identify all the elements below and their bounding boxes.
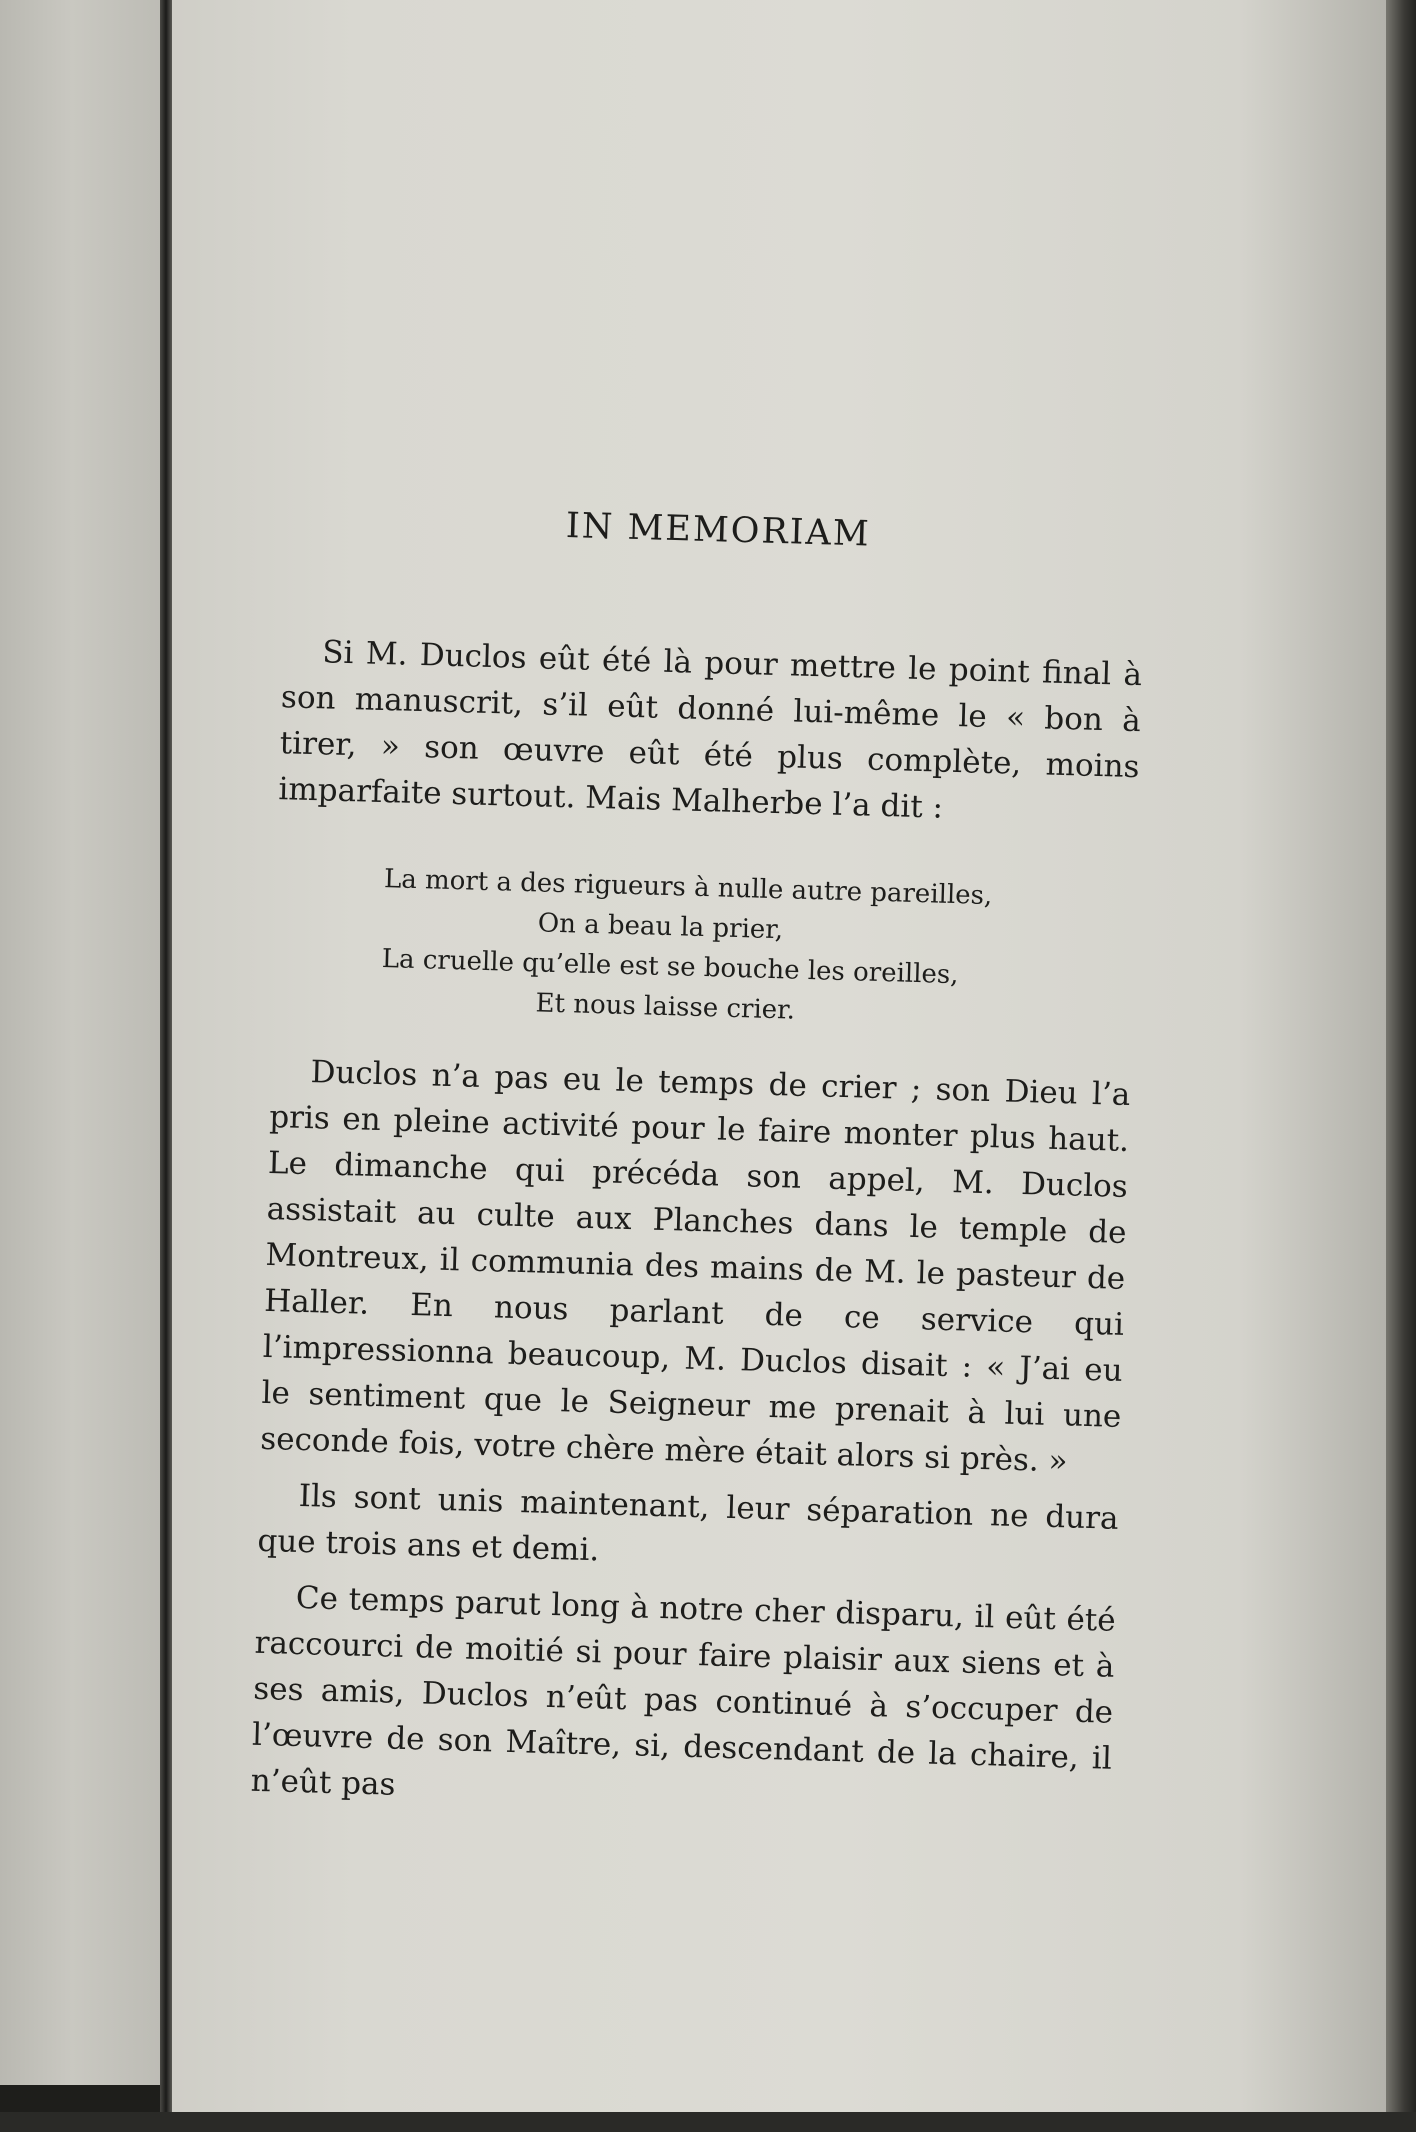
verse-line: La mort a des rigueurs à nulle autre pareilles, <box>383 864 993 912</box>
page-title: IN MEMORIAM <box>565 506 872 555</box>
paragraph-indent <box>270 1081 310 1082</box>
body-text <box>250 1048 1131 1828</box>
verse-line: La cruelle qu’elle est se bouche les oreilles, <box>381 944 959 991</box>
verse-line: Et nous laisse crier. <box>535 988 796 1026</box>
verse-line: On a beau la prier, <box>537 908 784 946</box>
paragraph-intro-text: Si M. Duclos eût été là pour mettre le point final à son manuscrit, s’il eût donné lui-même le « bon à tirer, » son œuvre eût été plus complète, moins imparfaite surtout. Mais Malherbe l’a dit : <box>278 634 1143 826</box>
paragraph-indent <box>256 1607 296 1608</box>
verse-quotation <box>380 859 993 1036</box>
paragraph-indent <box>259 1505 299 1506</box>
paragraph-duclos <box>260 1048 1131 1486</box>
paragraph-indent <box>282 661 322 662</box>
paragraph-unis-text: Ils sont unis maintenant, leur séparation ne dura que trois ans et demi. <box>257 1477 1119 1569</box>
paragraph-intro <box>278 628 1143 836</box>
paragraph-temps <box>250 1574 1116 1828</box>
paragraph-temps-text: Ce temps parut long à notre cher disparu, il eût été raccourci de moitié si pour faire plaisir aux siens et à ses amis, Duclos n’eût pas continué à s’occuper de l’œuvre de son Maître, si, descendant de la chaire, il n’eût pas <box>250 1579 1117 1803</box>
paragraph-unis <box>257 1472 1119 1588</box>
paragraph-duclos-text: Duclos n’a pas eu le temps de crier ; son Dieu l’a pris en pleine activité pour le faire monter plus haut. Le dimanche qui précéda son appel, M. Duclos assistait au culte aux Planches dans le temple de Montreux, il communia des mains de M. le pasteur de Haller. En nous parlant de ce service qui l’impressionna beaucoup, M. Duclos disait : « J’ai eu le sentiment que le Seigneur me prenait à lui une seconde fois, votre chère mère était alors si près. » <box>259 1054 1131 1480</box>
